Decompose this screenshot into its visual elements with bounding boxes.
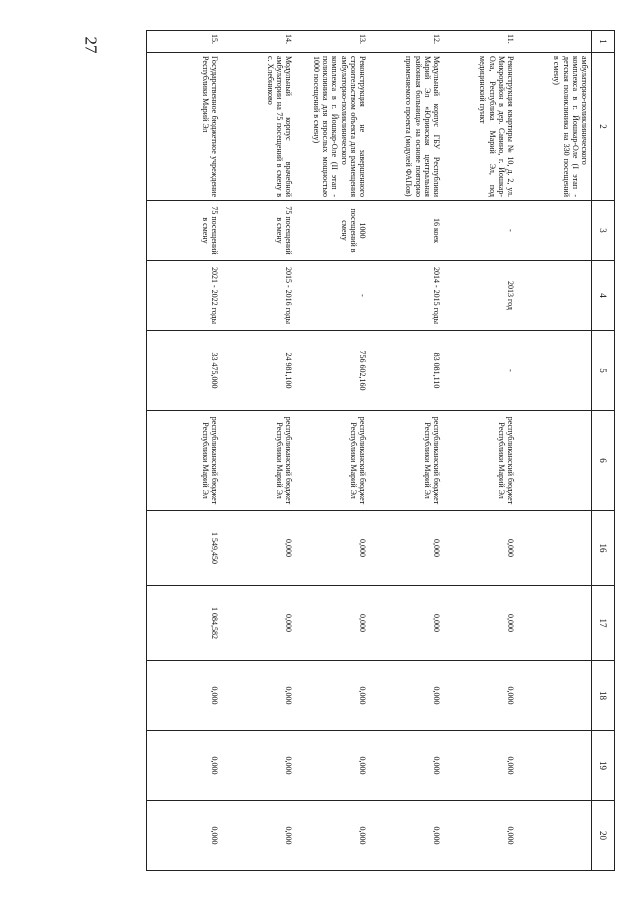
value-17: 0,000 xyxy=(443,586,517,661)
value-19: 0,000 xyxy=(221,731,295,801)
object-name: амбулаторно-поликлинического комплекса в г. Йошкар-Оле (I этап - детская поликлиника на 330 посещений в смену) xyxy=(517,53,592,201)
funding-source: республиканский бюджет Республики Марий Эл xyxy=(443,411,517,511)
object-name: Реконструкция квартиры № 10, д. 2, ул. Микрорайон в дер. Савино, г. Йошкар-Ола, Республика Марий Эл, под медицинский пункт xyxy=(443,53,517,201)
value-20: 0,000 xyxy=(221,801,295,871)
value-16: 0,000 xyxy=(221,511,295,586)
row-number: 12. xyxy=(369,31,443,53)
funding-source: республиканский бюджет Республики Марий Эл xyxy=(369,411,443,511)
funding-source: республиканский бюджет Республики Марий Эл xyxy=(147,411,222,511)
object-name: Модульный корпус ГБУ Республики Марий Эл «Юринская центральная районная больница» на основе повторно применяемого проекта (модулей ФАПов) xyxy=(369,53,443,201)
col-header: 3 xyxy=(592,201,615,261)
value-18: 0,000 xyxy=(295,661,369,731)
row-number: 13. xyxy=(295,31,369,53)
value-17: 0,000 xyxy=(295,586,369,661)
value-18: 0,000 xyxy=(369,661,443,731)
cost: 24 981,100 xyxy=(221,331,295,411)
period xyxy=(517,261,592,331)
value-17 xyxy=(517,586,592,661)
capacity: 75 посещений в смену xyxy=(221,201,295,261)
value-17: 0,000 xyxy=(369,586,443,661)
value-16: 0,000 xyxy=(295,511,369,586)
capacity xyxy=(517,201,592,261)
object-name: Реконструкция не завершенного строительством объекта для размещения амбулаторно-поликлинического комплекса в г. Йошкар-Оле (II этап - поликлиника для взрослых мощностью 1000 посещений в смену) xyxy=(295,53,369,201)
period: 2013 год xyxy=(443,261,517,331)
value-19 xyxy=(517,731,592,801)
col-header: 17 xyxy=(592,586,615,661)
capacity: 75 посещений в смену xyxy=(147,201,222,261)
value-17: 0,000 xyxy=(221,586,295,661)
page-number: 27 xyxy=(81,36,101,54)
value-18: 0,000 xyxy=(221,661,295,731)
capacity: 1000 посещений в смену xyxy=(295,201,369,261)
table-row xyxy=(147,31,222,871)
rotated-table-container xyxy=(25,30,615,870)
value-20: 0,000 xyxy=(147,801,222,871)
value-19: 0,000 xyxy=(443,731,517,801)
value-16: 0,000 xyxy=(443,511,517,586)
header-row xyxy=(592,31,615,871)
table-row xyxy=(369,31,443,871)
table-row xyxy=(221,31,295,871)
funding-source: республиканский бюджет Республики Марий Эл xyxy=(221,411,295,511)
col-header: 5 xyxy=(592,331,615,411)
value-20: 0,000 xyxy=(443,801,517,871)
value-17: 1 084,582 xyxy=(147,586,222,661)
capacity: 16 коек xyxy=(369,201,443,261)
capacity: - xyxy=(443,201,517,261)
col-header: 18 xyxy=(592,661,615,731)
value-20 xyxy=(517,801,592,871)
row-number: 11. xyxy=(443,31,517,53)
row-number: 15. xyxy=(147,31,222,53)
col-header: 16 xyxy=(592,511,615,586)
col-header: 20 xyxy=(592,801,615,871)
period: - xyxy=(295,261,369,331)
table-row xyxy=(517,31,592,871)
cost: - xyxy=(443,331,517,411)
value-16: 0,000 xyxy=(369,511,443,586)
object-name: Модульный корпус врачебной амбулатории на 75 посещений в смену в с. Хлебниково xyxy=(221,53,295,201)
cost: 83 081,110 xyxy=(369,331,443,411)
value-18 xyxy=(517,661,592,731)
value-18: 0,000 xyxy=(443,661,517,731)
period: 2021 - 2022 годы xyxy=(147,261,222,331)
row-number xyxy=(517,31,592,53)
object-name: Государственное бюджетное учреждение Республики Марий Эл xyxy=(147,53,222,201)
table-row xyxy=(295,31,369,871)
value-20: 0,000 xyxy=(369,801,443,871)
col-header: 19 xyxy=(592,731,615,801)
value-19: 0,000 xyxy=(147,731,222,801)
investment-table xyxy=(146,30,615,871)
funding-source: республиканский бюджет Республики Марий Эл xyxy=(295,411,369,511)
cost: 33 475,000 xyxy=(147,331,222,411)
value-16 xyxy=(517,511,592,586)
period: 2014 - 2015 годы xyxy=(369,261,443,331)
table-row xyxy=(443,31,517,871)
col-header: 4 xyxy=(592,261,615,331)
col-header: 2 xyxy=(592,53,615,201)
table-wrapper xyxy=(25,30,615,870)
period: 2015 - 2016 годы xyxy=(221,261,295,331)
value-20: 0,000 xyxy=(295,801,369,871)
cost: 756 602,160 xyxy=(295,331,369,411)
col-header: 1 xyxy=(592,31,615,53)
value-18: 0,000 xyxy=(147,661,222,731)
col-header: 6 xyxy=(592,411,615,511)
cost xyxy=(517,331,592,411)
row-number: 14. xyxy=(221,31,295,53)
value-16: 1 549,450 xyxy=(147,511,222,586)
value-19: 0,000 xyxy=(295,731,369,801)
funding-source xyxy=(517,411,592,511)
value-19: 0,000 xyxy=(369,731,443,801)
